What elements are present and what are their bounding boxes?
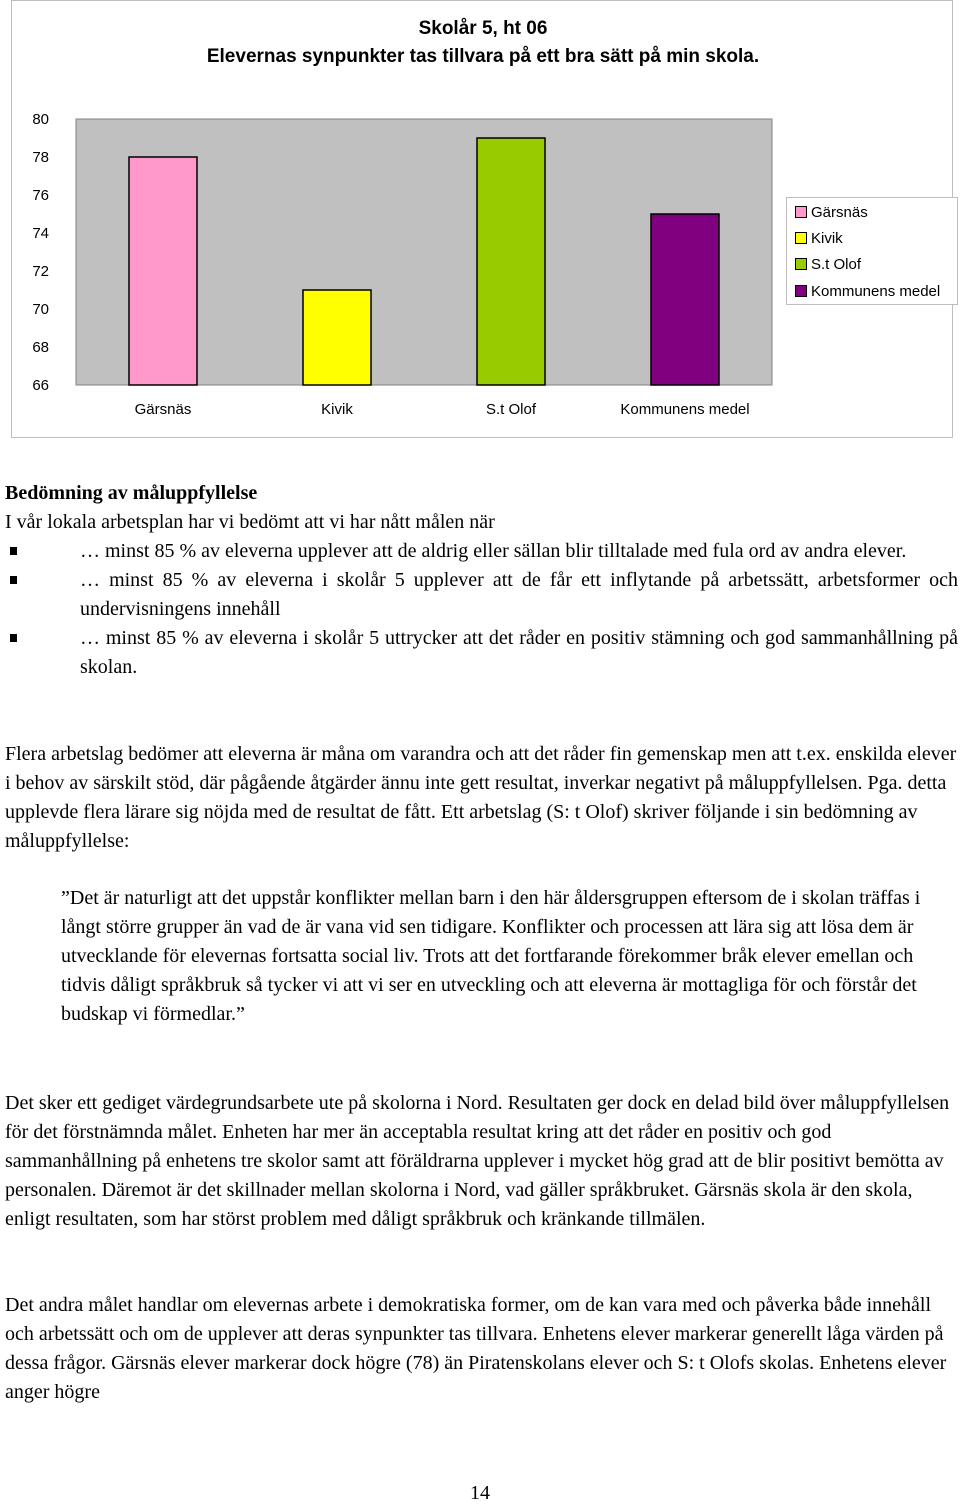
y-tick-label: 72 bbox=[32, 263, 49, 280]
list-item bbox=[10, 566, 958, 624]
legend-label: Kivik bbox=[811, 229, 843, 247]
bar bbox=[303, 290, 371, 385]
legend-label: S.t Olof bbox=[811, 255, 862, 273]
paragraph-second-goal: Det andra målet handlar om elevernas arbete i demokratiska former, om de kan vara med och påverka både innehåll och arbetssätt och om de upplever att deras synpunkter tas tillvara. Enhetens elever markerar generellt låga värden på dessa frågor. Gärsnäs elever markerar dock högre (78) än Piratenskolans elever och S: t Olofs skolas. Enhetens elever anger högre bbox=[5, 1294, 947, 1403]
list-item-text: … minst 85 % av eleverna i skolår 5 uttrycker att det råder en positiv stämning och god sammanhållning på skolan. bbox=[80, 627, 958, 678]
paragraph-assessment: Flera arbetslag bedömer att eleverna är måna om varandra och att det råder fin gemenskap men att t.ex. enskilda elever i behov av särskilt stöd, där pågående åtgärder ännu inte gett resultat, inverkar negativt på måluppfyllelsen. Pga. detta upplevde flera lärare sig nöjda med de resultat de fått. Ett arbetslag (S: t Olof) skriver följande i sin bedömning av måluppfyllelse: bbox=[5, 743, 957, 852]
x-tick-label: Gärsnäs bbox=[134, 401, 192, 418]
legend-item-kommunens-medel bbox=[795, 282, 940, 300]
y-tick-label: 74 bbox=[32, 225, 49, 242]
page-number: 14 bbox=[470, 1482, 490, 1504]
legend-swatch bbox=[795, 258, 807, 270]
list-item bbox=[10, 537, 958, 566]
y-tick-label: 78 bbox=[32, 149, 49, 166]
y-tick-label: 66 bbox=[32, 377, 49, 394]
section-intro: I vår lokala arbetsplan har vi bedömt att vi har nått målen när bbox=[5, 511, 495, 533]
legend-item-st-olof bbox=[795, 255, 861, 273]
legend-swatch bbox=[795, 206, 807, 218]
x-tick-label: Kivik bbox=[321, 401, 353, 418]
legend-swatch bbox=[795, 232, 807, 244]
legend-swatch bbox=[795, 285, 807, 297]
goal-list bbox=[10, 537, 958, 682]
bar bbox=[477, 138, 545, 385]
y-tick-label: 70 bbox=[32, 301, 49, 318]
x-tick-label: S.t Olof bbox=[485, 401, 537, 418]
chart-legend bbox=[786, 197, 958, 305]
y-tick-label: 68 bbox=[32, 339, 49, 356]
y-tick-label: 80 bbox=[32, 111, 49, 128]
chart-title-line2: Elevernas synpunkter tas tillvara på ett bra sätt på min skola. bbox=[206, 46, 760, 67]
chart-title-line1: Skolår 5, ht 06 bbox=[418, 18, 548, 39]
bar bbox=[129, 157, 197, 385]
bullet-marker bbox=[10, 576, 17, 584]
legend-label: Kommunens medel bbox=[811, 282, 941, 300]
list-item bbox=[10, 624, 958, 682]
x-tick-label: Kommunens medel bbox=[620, 401, 750, 418]
paragraph-values-work: Det sker ett gediget värdegrundsarbete ute på skolorna i Nord. Resultaten ger dock en delad bild över måluppfyllelsen för det förstnämnda målet. Enheten har mer än acceptabla resultat kring att det råder en positiv och god sammanhållning på enhetens tre skolor samt att föräldrarna upplever i mycket hög grad att de blir positivt bemötta av personalen. Däremot är det skillnader mellan skolorna i Nord, vad gäller språkbruket. Gärsnäs skola är den skola, enligt resultaten, som har störst problem med dåligt språkbruk och kränkande tillmälen. bbox=[5, 1092, 950, 1230]
quote-block bbox=[61, 884, 921, 1029]
list-item-text: … minst 85 % av eleverna upplever att de aldrig eller sällan blir tilltalade med fula ord av andra elever. bbox=[80, 540, 907, 562]
legend-label: Gärsnäs bbox=[811, 203, 868, 221]
chart-container bbox=[11, 0, 953, 438]
list-item-text: … minst 85 % av eleverna i skolår 5 upplever att de får ett inflytande på arbetssätt, arbetsformer och undervisningens innehåll bbox=[80, 569, 958, 620]
y-tick-label: 76 bbox=[32, 187, 49, 204]
legend-item-kivik bbox=[795, 229, 843, 247]
bullet-marker bbox=[10, 634, 17, 642]
quote-text: ”Det är naturligt att det uppstår konflikter mellan barn i den här åldersgruppen eftersom de i skolan träffas i långt större grupper än vad de är vana vid sen tidigare. Konflikter och processen att lära sig att lösa dem är utvecklande för elevernas fortsatta social liv. Trots att det fortfarande förekommer bråk elever emellan och tidvis dåligt språkbruk så tycker vi att vi ser en utveckling och att eleverna är mottagliga för och förstår det budskap vi förmedlar.” bbox=[61, 887, 921, 1025]
legend-item-garsnas bbox=[795, 203, 868, 221]
bar bbox=[651, 214, 719, 385]
section-heading: Bedömning av måluppfyllelse bbox=[5, 482, 258, 504]
bullet-marker bbox=[10, 547, 17, 555]
